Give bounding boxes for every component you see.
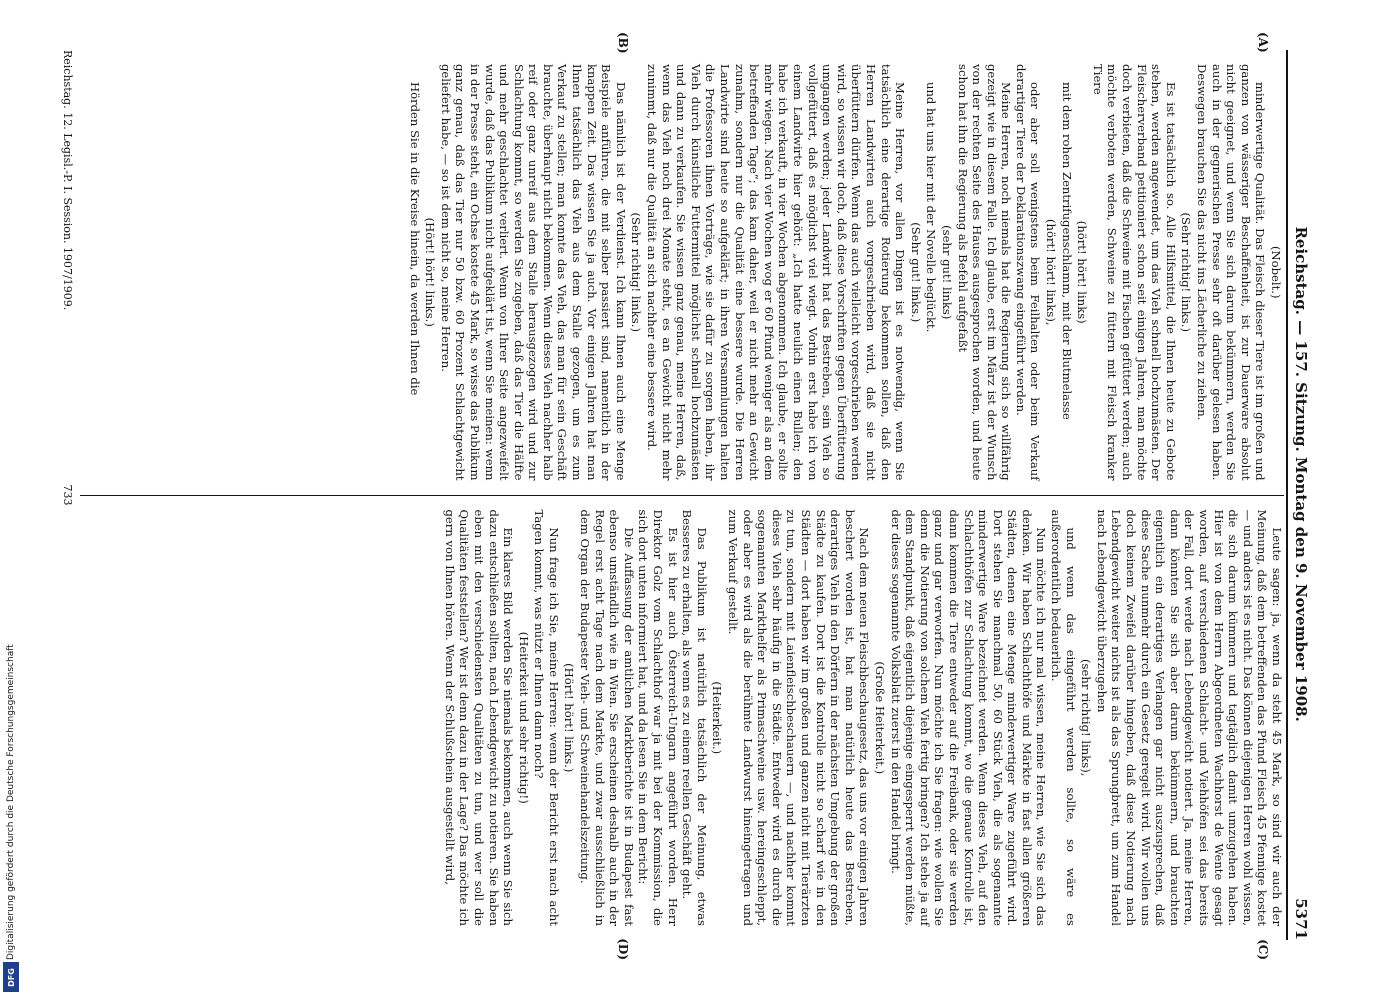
interjection: (Sehr richtig! links.) <box>629 212 644 332</box>
digitization-note: Digitalisierung gefördert durch die Deutsche Forschungsgemeinschaft <box>6 644 16 960</box>
paragraph: Es ist hier auch Österreich-Ungarn angeführt worden. Herr Direktor Golz vom Schlachthof war ja mit bei der Kommission, die sich dort unten informiert hat, und da lesen Sie in dem Bericht: <box>636 509 680 926</box>
text-columns <box>80 50 1284 940</box>
paragraph: Das Publikum ist natürlich tatsächlich der Meinung, etwas Besseres zu erhalten, als wenn es zu einem reellen Geschäft geht. <box>680 509 709 926</box>
interjection: (hört! hört! links), <box>1044 218 1059 326</box>
interjection: (Heiterkeit.) <box>710 681 725 755</box>
dfg-logo-text: DFG <box>6 967 16 987</box>
interjection: (sehr gut! links) <box>939 225 954 320</box>
paragraph: Leute sagen: ja, wenn da steht 45 Mark, so sind wir auch der Meinung, daß dem betreffenden das Pfund Fleisch 45 Pfennige kostet — und anders ist es nicht. Das können diejenigen Herren wohl wissen, die sich darum kümmern und tagtäglich damit umzugehen haben. Hier ist von dem Herrn Abgeordneten Wachhorst de Wente gesagt worden, auf verschiedenen Schlacht- und Viehhöfen sei das bereits der Fall, dort werde nach Lebendgewicht notiert. Ja, meine Herren, dann könnten Sie sich aber darum bekümmern, und brauchten eigentlich ein derartiges Verlangen gar nicht auszusprechen, daß diese Sache nunmehr durch ein Gesetz geregelt wird. Wir wollen uns doch keinem Zweifel darüber hingeben, daß diese Notierung nach Lebendgewicht weiter nichts ist als das Sprungbrett, um zum Handel nach Lebendgewicht überzugehen <box>1094 509 1284 926</box>
paragraph: Nach dem neuen Fleischbeschaugesetz, das uns vor einigen Jahren beschert worden ist, hat man natürlich heute das Bestreben, derartiges Vieh in den Dörfern in der nächsten Umgebung der großen Städte zu kaufen. Dort ist die Kontrolle nicht so scharf wie in den Städten — dort haben wir im großen und ganzen nicht mit Tierärzten zu tun, sondern mit Laienfleischbeschauern —, und nachher kommt dieses Vieh sehr häufig in die Städte. Entweder wird es durch die sogenannten Markthelfer als Primaschweine usw. hereingeschleppt, oder aber es wird als die berühmte Landwurst hineingetragen und zum Verkauf gestellt. <box>726 509 872 926</box>
interjection: (Hört! hört! links.) <box>423 217 438 327</box>
page-number: 5371 <box>1292 898 1310 940</box>
interjection: (Hört! hört! links.) <box>562 663 577 773</box>
paragraph: Nun frage ich Sie, meine Herren: wenn der Bericht erst nach acht Tagen kommt, was nützt er Ihnen dann noch? <box>532 509 561 926</box>
paragraph: und hat uns hier mit der Novelle beglückt. <box>924 82 939 333</box>
paragraph: oder aber soll wenigstens beim Feilhalten oder beim Verkauf derartiger Tiere der Deklarationszwang eingeführt werden. <box>1013 64 1043 481</box>
interjection: (sehr richtig! links), <box>1079 659 1094 777</box>
page-header <box>1286 50 1324 940</box>
footer-session: Reichstag. 12. Legisl.-P. I. Session. 1907/1909. <box>61 50 74 311</box>
speaker-tag: (Nobelt.) <box>1269 245 1283 299</box>
paragraph: minderwertige Qualität. Das Fleisch dieser Tiere ist im großen und ganzen von wässeriger Beschaffenheit, ist zur Dauerware absolut nicht geeignet, und wenn Sie sich darum bekümmern, werden Sie auch in der gegnerischen Presse sehr oft darüber gelesen haben. Deswegen brauchen Sie das nicht ins Lächerliche zu ziehen. <box>1195 64 1268 481</box>
interjection: (Sehr richtig! links.) <box>1179 212 1194 332</box>
footer-page-number: 733 <box>61 484 74 506</box>
margin-marker-d: (D) <box>616 938 630 960</box>
dfg-logo <box>3 962 19 992</box>
paragraph: Ein klares Bild werden Sie niemals bekommen, auch wenn Sie sich dazu entschließen sollten, nach Lebendgewicht zu notieren. Sie haben eben mit den verschiedensten Qualitäten zu tun, und wer soll die Qualitäten feststellen? Wer ist denn dazu in der Lage? Das möchte ich gern von Ihnen hören. Wenn der Schlußschein ausgestellt wird, <box>442 509 516 926</box>
paragraph: Meine Herren, vor allen Dingen ist es notwendig, wenn Sie tatsächlich eine derartige Rotierung bekommen sollen, daß den Herren Landwirten auch vorgeschrieben wird, daß sie nicht überfüttern dürfen. Wenn das auch vielleicht vorgeschrieben werden wird, so wissen wir doch, daß diese Vorschriften gegen Überfütterung umgangen werden; jeder Landwirt hat das Bestreben, sein Vieh so vollgefüttert, daß es möglichst viel wiegt. Vorhin erst habe ich von einem Landwirte hier gehört: „Ich hatte neulich einen Bullen; den habe ich verkauft, in vier Wochen abgenommen. Ich glaube, er sollte mehr wiegen. Nach vier Wochen wog er 60 Pfund weniger als an dem betreffenden Tage“; das kam daher, weil er nicht mehr an Gewicht zunahm, sondern nur die Qualität eine bessere wurde. Die Herren Landwirte sind heute so aufgeklärt; in ihren Versammlungen halten die Professoren ihnen Vorträge, wie sie dafür zu sorgen haben, ihr Vieh durch künstliche Futtermittel möglichst schnell hochzumästen und dann zu verkaufen. Sie wissen ganz genau, meine Herren, daß, wenn das Vieh noch drei Monate steht, es an Gewicht nicht mehr zunimmt, daß nur die Qualität an sich nachher eine bessere wird. <box>645 64 908 481</box>
margin-marker-a: (A) <box>1256 32 1270 53</box>
page-stage <box>50 30 1330 960</box>
paragraph: Hörden Sie in die Kreise hinein, da werden Ihnen die <box>407 82 422 396</box>
left-column <box>80 50 1284 495</box>
paragraph: Die Auffassung der amtlichen Marktberichte ist in Budapest fast ebenso umständlich wie in Wien. Sie erscheinen deshalb auch in der Regel erst acht Tage nach dem Markte, und zwar ausschließlich in dem Organ der Budapester Vieh- und Schweinehandelszeitung. <box>578 509 636 926</box>
header-title: Reichstag. — 157. Sitzung. Montag den 9. November 1908. <box>1292 226 1310 722</box>
interjection: (Heiterkeit und sehr richtig!) <box>516 631 531 804</box>
paragraph: Nun möchte ich nur mal wissen, meine Herren, wie Sie sich das denken. Wir haben Schlachthöfe und Märkte in fast allen größeren Städten, denen eine Menge minderwertiger Ware zugeführt wird. Dort stehen Sie manchmal 50, 60 Stück Vieh, die als sogenannte minderwertige Ware bezeichnet werden. Wenn dieses Vieh, auf den Schlachthöfen zur Schlachtung kommt, wo die genaue Kontrolle ist, dann kommen die Tiere entweder auf die Freibank, oder sie werden ganz und gar verworfen. Nun möchte ich Sie fragen: wie wollen Sie denn die Notierung von solchem Vieh fertig bringen? Ich stehe ja auf dem Standpunkt, daß eigentlich diejenige eingesperrt werden müßte, der dieses sogenannte Volksblatt zuerst in den Handel bringt. <box>888 509 1049 926</box>
digitization-margin <box>0 0 22 1000</box>
document-page <box>50 30 1330 960</box>
paragraph: und wenn das eingeführt werden sollte, so wäre es außerordentlich bedauerlich. <box>1049 509 1078 926</box>
margin-marker-c: (C) <box>1256 939 1270 960</box>
paragraph: Es ist tatsächlich so. Alle Hilfsmittel, die Ihnen heute zu Gebote stehen, werden angewendet, um das Vieh schnell hochzumästen. Der Fleischerverband petitioniert schon seit einigen Jahren, man möchte doch verbieten, daß die Schweine mit Fischen gefüttert werden; auch möchte verboten werden, Schweine zu füttern mit Fleisch kranker Tiere <box>1090 64 1178 481</box>
interjection: (Sehr gut! links.) <box>908 222 923 323</box>
margin-marker-b: (B) <box>616 32 630 54</box>
page-footer <box>56 50 74 940</box>
right-column <box>80 495 1284 941</box>
paragraph: Meine Herren, noch niemals hat die Regierung sich so willfährig gezeigt wie in diesem Falle. Ich glaube, erst im März ist der Wunsch von der rechten Seite des Hauses ausgesprochen worden, und heute schon hat ihn die Regierung als Befehl aufgefaßt <box>955 64 1014 481</box>
interjection: (Große Heiterkeit.) <box>872 661 887 775</box>
paragraph: Das nämlich ist der Verdienst. Ich kann Ihnen auch eine Menge Beispiele anführen, die mit selber passiert sind, namentlich in der knappen Zeit. Das wissen Sie ja auch. Vor einigen Jahren hat man Ihnen tatsächlich das Vieh aus dem Stalle gezogen, um es zum Verkauf zu stellen; man konnte das Vieh, das man für sein Geschäft brauchte, überhaupt nicht bekommen. Wenn dieses Vieh nachher halb reif oder ganz unreif aus dem Stalle herausgezogen wird und zur Schlachtung kommt, so werden Sie zugeben, daß das Tier die Hälfte und mehr geschlachtet verliert. Wenn von Ihrer Seite angezweifelt wurde, daß das Publikum nicht aufgeklärt ist, wenn Sie meinen: wenn in der Presse steht, ein Ochse kostete 45 Mark, so wisse das Publikum ganz genau, daß das Tier nur 50 bzw. 60 Prozent Schlachtgewicht geliefert habe, — so ist dem nicht so, meine Herren. <box>438 64 628 481</box>
paragraph: mit dem rohen Zentrifugenschlamm, mit der Blutmelasse <box>1059 82 1074 420</box>
interjection: (hört! hört! links) <box>1075 220 1090 324</box>
